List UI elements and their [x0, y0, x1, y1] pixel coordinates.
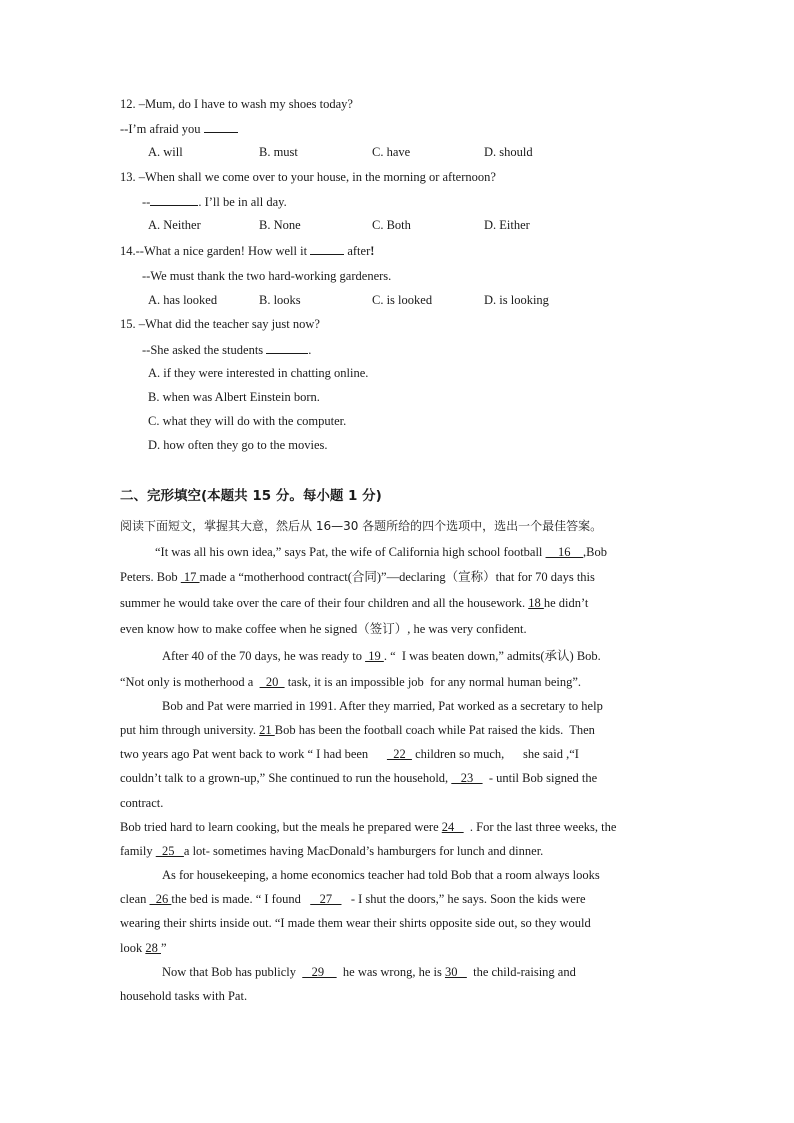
passage-text: he didn’t — [543, 596, 589, 610]
passage-text: - until Bob signed the — [482, 771, 598, 785]
question-14-stem — [120, 242, 374, 259]
passage-text: Now that Bob has publicly — [162, 965, 303, 979]
passage-text: ” — [160, 941, 167, 955]
passage-line — [120, 674, 581, 690]
passage-text: . “ I was beaten down,” admits(承认) Bob. — [383, 649, 601, 663]
passage-line — [120, 569, 595, 585]
question-15-reply-end: . — [308, 343, 312, 357]
question-14-option-a: A. has looked — [148, 293, 218, 307]
passage-text: the child-raising and — [466, 965, 576, 979]
question-13-option-c: C. Both — [372, 218, 411, 232]
blank-24: 24 — [441, 820, 464, 834]
blank-28: 28 — [145, 941, 161, 955]
question-12-option-d: D. should — [484, 145, 533, 159]
passage-text: look — [120, 941, 146, 955]
question-13-option-b: B. None — [259, 218, 301, 232]
passage-text: made a “motherhood contract(合同)”—declaring（宣称）that for 70 days this — [199, 570, 595, 584]
passage-line — [120, 819, 616, 835]
question-12-reply-text: --I’m afraid you — [120, 122, 201, 136]
question-13-stem: 13. –When shall we come over to your house, in the morning or afternoon? — [120, 170, 496, 184]
question-12-option-c: C. have — [372, 145, 411, 159]
question-14-option-d: D. is looking — [484, 293, 549, 307]
passage-line — [162, 964, 576, 980]
question-12-blank — [204, 120, 238, 133]
question-14-stem-prefix: 14.--What a nice garden! How well it — [120, 244, 308, 258]
passage-text: - I shut the doors,” he says. Soon the kids were — [341, 892, 586, 906]
question-12-option-a: A. will — [148, 145, 183, 159]
passage-line: wearing their shirts inside out. “I made them wear their shirts opposite side out, so they would — [120, 916, 591, 930]
passage-line: household tasks with Pat. — [120, 989, 248, 1003]
passage-text: put him through university. — [120, 723, 260, 737]
blank-25: 25 — [155, 844, 184, 858]
question-13-reply-suffix: . I’ll be in all day. — [198, 195, 287, 209]
passage-text: “Not only is motherhood a — [120, 675, 260, 689]
passage-text: Bob has been the football coach while Pat raised the kids. Then — [274, 723, 595, 737]
blank-27: 27 — [310, 892, 342, 906]
passage-text: task, it is an impossible job for any normal human being”. — [284, 675, 582, 689]
section-instruction: 阅读下面短文，掌握其大意，然后从 16—30 各题所给的四个选项中，选出一个最佳答案。 — [120, 519, 603, 533]
passage-text: After 40 of the 70 days, he was ready to — [162, 649, 366, 663]
passage-line: As for housekeeping, a home economics teacher had told Bob that a room always looks — [162, 868, 600, 882]
passage-text: he was wrong, he is — [336, 965, 445, 979]
passage-line — [120, 843, 543, 859]
question-14-reply: --We must thank the two hard-working gardeners. — [142, 269, 392, 283]
question-14-exclamation: ! — [370, 244, 375, 258]
passage-text: children so much, she said ,“I — [411, 747, 579, 761]
question-15-option-d: D. how often they go to the movies. — [148, 438, 328, 452]
question-12-reply — [120, 120, 238, 137]
section-heading: 二、完形填空(本题共 15 分。每小题 1 分) — [120, 488, 382, 504]
blank-16: 16 — [545, 545, 584, 559]
passage-line — [120, 770, 597, 786]
passage-line — [155, 544, 607, 560]
blank-18: 18 — [528, 596, 544, 610]
passage-line — [162, 648, 601, 664]
question-13-reply-prefix: -- — [142, 195, 151, 209]
question-13-blank — [150, 193, 198, 206]
question-14-blank — [310, 242, 344, 255]
question-15-option-b: B. when was Albert Einstein born. — [148, 390, 320, 404]
passage-line — [120, 746, 579, 762]
passage-text: “It was all his own idea,” says Pat, the wife of California high school football — [155, 545, 546, 559]
question-15-option-a: A. if they were interested in chatting online. — [148, 366, 369, 380]
passage-text: family — [120, 844, 156, 858]
question-13-option-d: D. Either — [484, 218, 530, 232]
passage-text: the bed is made. “ I found — [171, 892, 311, 906]
passage-line — [120, 722, 595, 738]
question-13-reply — [142, 193, 287, 210]
question-15-stem: 15. –What did the teacher say just now? — [120, 317, 320, 331]
blank-20: 20 — [259, 675, 285, 689]
passage-text: a lot- sometimes having MacDonald’s hamburgers for lunch and dinner. — [183, 844, 544, 858]
question-15-reply — [142, 341, 311, 358]
blank-17: 17 — [180, 570, 200, 584]
blank-30: 30 — [444, 965, 467, 979]
question-14-stem-suffix: after — [347, 244, 371, 258]
question-12-option-b: B. must — [259, 145, 298, 159]
passage-text: Peters. Bob — [120, 570, 181, 584]
passage-line — [120, 891, 586, 907]
passage-text: Bob tried hard to learn cooking, but the meals he prepared were — [120, 820, 442, 834]
blank-19: 19 — [365, 649, 384, 663]
question-15-blank — [266, 341, 308, 354]
passage-line: Bob and Pat were married in 1991. After they married, Pat worked as a secretary to help — [162, 699, 603, 713]
question-12-stem: 12. –Mum, do I have to wash my shoes today? — [120, 97, 353, 111]
question-13-option-a: A. Neither — [148, 218, 201, 232]
question-14-option-c: C. is looked — [372, 293, 433, 307]
passage-text: couldn’t talk to a grown-up,” She continued to run the household, — [120, 771, 452, 785]
question-14-option-b: B. looks — [259, 293, 301, 307]
blank-23: 23 — [451, 771, 483, 785]
blank-21: 21 — [259, 723, 275, 737]
passage-line: contract. — [120, 796, 164, 810]
passage-text: ,Bob — [583, 545, 608, 559]
blank-22: 22 — [386, 747, 412, 761]
question-15-option-c: C. what they will do with the computer. — [148, 414, 347, 428]
passage-text: two years ago Pat went back to work “ I had been — [120, 747, 387, 761]
passage-text: summer he would take over the care of their four children and all the housework. — [120, 596, 529, 610]
passage-text: clean — [120, 892, 150, 906]
question-15-reply-text: --She asked the students — [142, 343, 264, 357]
blank-26: 26 — [149, 892, 172, 906]
passage-line — [120, 940, 167, 956]
passage-text: . For the last three weeks, the — [463, 820, 617, 834]
blank-29: 29 — [302, 965, 337, 979]
passage-line: even know how to make coffee when he signed（签订）, he was very confident. — [120, 622, 527, 636]
passage-line — [120, 595, 588, 611]
